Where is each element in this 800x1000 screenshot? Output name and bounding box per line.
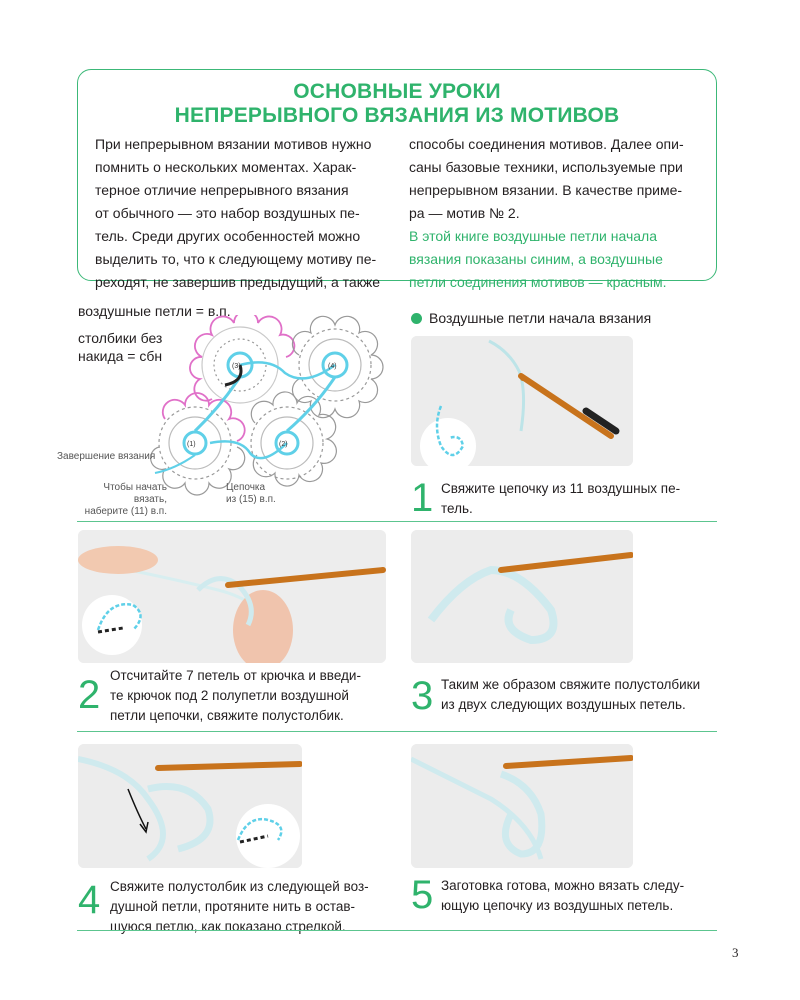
step-text-line: Свяжите цепочку из 11 воздушных пе- [441,481,681,496]
text-line: саны базовые техники, используемые при [409,159,683,175]
chain-label [226,482,276,506]
step-text-line: душной петли, протяните нить в остав- [110,899,356,914]
motif-1 [151,393,245,495]
text-line: реходят, не завершив предыдущий, а также [95,274,380,290]
green-dot-icon [411,313,422,324]
finish-label: Завершение вязания [57,451,156,462]
page-title-line-2: НЕПРЕРЫВНОГО ВЯЗАНИЯ ИЗ МОТИВОВ [174,104,620,127]
step-5-illustration [411,744,633,868]
legend-sc-line-2: накида = сбн [78,348,163,364]
motif-label: (1) [187,441,196,448]
step-text-line: из двух следующих воздушных петель. [441,697,686,712]
step-5-photo [411,744,633,868]
start-label [73,482,167,518]
step-text-line: Отсчитайте 7 петель от крючка и введи- [110,668,361,683]
chain-label-line: из (15) в.п. [226,494,276,505]
motif-4 [292,316,383,417]
step-text-line: те крючок под 2 полупетли воздушной [110,688,349,703]
motif-label: (4) [328,363,337,370]
divider [77,521,717,522]
chain-label-line: Цепочка [226,482,266,493]
step-text-line: ющую цепочку из воздушных петель. [441,898,674,913]
motif-diagram [140,315,390,510]
step-1-illustration [411,336,633,466]
text-line: При непрерывном вязании мотивов нужно [95,136,372,152]
text-line: способы соединения мотивов. Далее опи- [409,136,684,152]
divider [77,930,717,931]
step-5-text [441,876,721,916]
page-title-line-1: ОСНОВНЫЕ УРОКИ [293,80,501,103]
step-text-line: Заготовка готова, можно вязать следу- [441,878,685,893]
motif-2 [251,392,336,486]
step-2-number: 2 [78,673,101,717]
text-line: непрерывном вязании. В качестве приме- [409,182,683,198]
legend-title: Воздушные петли начала вязания [429,310,652,326]
step-3-text [441,675,721,715]
step-2-photo [78,530,386,663]
step-text-line: шуюся петлю, как показано стрелкой. [110,919,346,934]
legend-chain: воздушные петли = в.п. [78,303,231,319]
text-line: помнить о нескольких моментах. Харак- [95,159,357,175]
step-text-line: Свяжите полустолбик из следующей воз- [110,879,369,894]
text-line-green: В этой книге воздушные петли начала [409,228,657,244]
legend-sc-line-1: столбики без [78,330,163,346]
start-label-line: Чтобы начать вязать, [103,482,167,505]
motif-label: (3) [232,363,241,370]
step-2-illustration [78,530,386,663]
step-3-illustration [411,530,633,663]
text-line-green: петли соединения мотивов — красным. [409,274,667,290]
motif-label: (2) [279,441,288,448]
step-4-text [110,877,390,937]
motif-3 [190,315,294,403]
text-line: от обычного — это набор воздушных пе- [95,205,360,221]
step-4-illustration [78,744,302,868]
step-3-number: 3 [411,674,434,718]
text-line: тель. Среди других особенностей можно [95,228,361,244]
text-line: ра — мотив № 2. [409,205,520,221]
step-1-photo [411,336,633,466]
step-text-line: петли цепочки, свяжите полустолбик. [110,708,344,723]
start-label-line: наберите (11) в.п. [84,506,167,517]
text-line: терное отличие непрерывного вязания [95,182,349,198]
step-1-text [441,479,711,519]
text-line: выделить то, что к следующему мотиву пе- [95,251,377,267]
step-5-number: 5 [411,873,434,917]
step-2-text [110,666,390,726]
step-text-line: Таким же образом свяжите полустолбики [441,677,701,692]
page-number: 3 [732,945,739,960]
step-4-number: 4 [78,878,101,922]
step-1-number: 1 [411,476,434,520]
text-line-green: вязания показаны синим, а воздушные [409,251,663,267]
intro-left-column [95,133,395,294]
divider [77,731,717,732]
intro-right-column [409,133,709,294]
step-text-line: тель. [441,501,473,516]
step-4-photo [78,744,302,868]
step-3-photo [411,530,633,663]
